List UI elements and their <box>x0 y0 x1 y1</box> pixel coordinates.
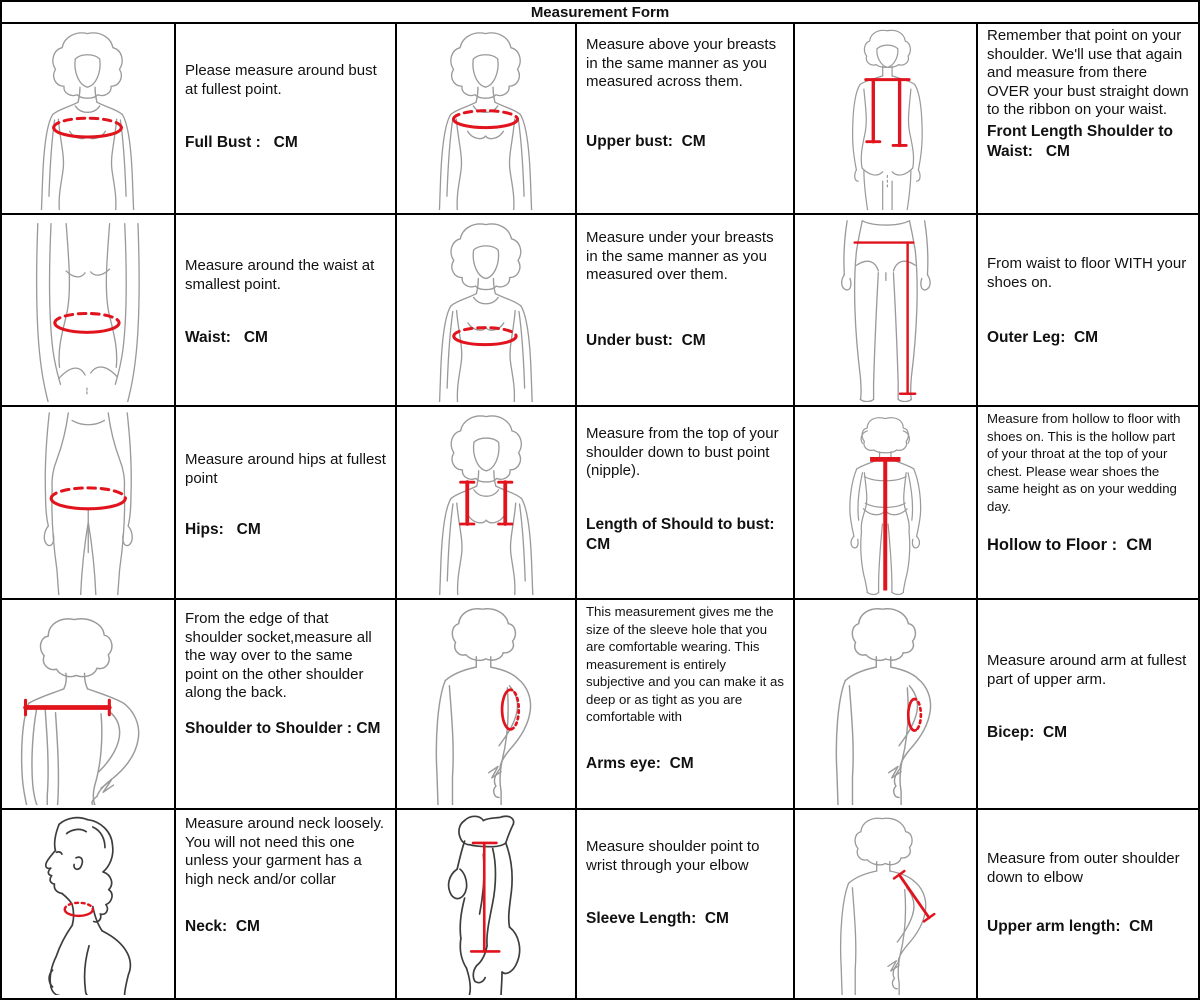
measure-label: Waist: CM <box>185 329 268 347</box>
measure-label: Shoulder to Shoulder : CM <box>185 719 381 737</box>
figure-neck-icon <box>18 813 158 995</box>
image-cell <box>397 407 577 600</box>
measure-description: Measure around the waist at smallest point. <box>185 257 375 293</box>
figure-front-length-icon <box>815 27 956 210</box>
figure-upper-arm-length-icon <box>815 813 955 995</box>
image-cell <box>397 810 577 998</box>
measure-description: Measure from the top of your shoulder down to bust point (nipple). <box>586 425 779 480</box>
measure-label: Full Bust : CM <box>185 134 298 152</box>
figure-upper-bust-icon <box>415 27 556 210</box>
text-cell <box>577 24 795 215</box>
image-cell <box>795 407 978 600</box>
text-cell <box>978 407 1198 600</box>
measure-description: Measure shoulder point to wrist through your elbow <box>586 838 760 874</box>
figure-shoulder-to-shoulder-icon <box>10 603 165 805</box>
text-cell <box>176 215 397 407</box>
image-cell <box>2 24 176 215</box>
figure-full-bust-icon <box>17 27 158 210</box>
text-cell <box>577 407 795 600</box>
image-cell <box>397 215 577 407</box>
image-cell <box>795 215 978 407</box>
measure-label: Under bust: CM <box>586 331 706 349</box>
measure-description: Measure under your breasts in the same manner as you measured over them. <box>586 229 774 284</box>
image-cell <box>397 24 577 215</box>
text-cell <box>176 600 397 810</box>
measure-description: Measure from hollow to floor with shoes on. This is the hollow part of your throat at the top of your chest. Please wear shoes the same height as on your wedding day. <box>987 411 1181 514</box>
figure-under-bust-icon <box>415 218 557 402</box>
text-cell <box>577 810 795 998</box>
measure-label: Sleeve Length: CM <box>586 910 729 928</box>
measure-description: Measure above your breasts in the same manner as you measured across them. <box>586 36 777 91</box>
figure-outer-leg-icon <box>815 218 957 402</box>
text-cell <box>577 215 795 407</box>
image-cell <box>2 810 176 998</box>
measure-label: Outer Leg: CM <box>987 329 1099 347</box>
text-cell <box>978 810 1198 998</box>
text-cell <box>978 24 1198 215</box>
measure-label: Bicep: CM <box>987 724 1068 742</box>
text-cell <box>978 215 1198 407</box>
image-cell <box>795 810 978 998</box>
image-cell <box>795 600 978 810</box>
measure-label: Hips: CM <box>185 521 261 539</box>
figure-waist-icon <box>17 218 159 402</box>
image-cell <box>2 407 176 600</box>
measure-label: Arms eye: CM <box>586 754 694 772</box>
measure-description: This measurement gives me the size of the sleeve hole that you are comfortable wearing. This measurement is entirely subjective and you can make it as deep or as tight as you are comfortable with <box>586 604 784 725</box>
page-title: Measurement Form <box>2 2 1198 24</box>
image-cell <box>397 600 577 810</box>
measure-label: Upper arm length: CM <box>987 918 1154 936</box>
figure-shoulder-to-bust-icon <box>415 410 558 595</box>
image-cell <box>2 215 176 407</box>
image-cell <box>2 600 176 810</box>
measure-description: Remember that point on your shoulder. We'll use that again and measure from there OVER your bust straight down to the ribbon on your waist. <box>987 27 1189 119</box>
image-cell <box>795 24 978 215</box>
text-cell <box>176 24 397 215</box>
measure-description: From the edge of that shoulder socket,measure all the way over to the same point on the other shoulder along the back. <box>185 610 372 702</box>
measure-description: Measure around arm at fullest part of upper arm. <box>987 652 1187 688</box>
measure-description: Measure around hips at fullest point <box>185 451 386 487</box>
figure-sleeve-length-icon <box>416 813 556 995</box>
figure-hips-icon <box>17 410 160 595</box>
text-cell <box>176 407 397 600</box>
text-cell <box>176 810 397 998</box>
figure-bicep-icon <box>808 603 963 805</box>
figure-hollow-to-floor-icon <box>814 410 957 595</box>
measure-label: Hollow to Floor : CM <box>987 536 1152 555</box>
measure-label: Length of Should to bust: CM <box>586 515 784 553</box>
figure-arms-eye-icon <box>408 603 563 805</box>
measure-description: Please measure around bust at fullest point. <box>185 62 377 98</box>
measure-label: Upper bust: CM <box>586 132 706 150</box>
text-cell <box>577 600 795 810</box>
measure-description: From waist to floor WITH your shoes on. <box>987 255 1187 291</box>
text-cell <box>978 600 1198 810</box>
measure-label: Front Length Shoulder to Waist: CM <box>987 122 1178 161</box>
measure-description: Measure from outer shoulder down to elbow <box>987 850 1180 886</box>
measure-label: Neck: CM <box>185 918 260 936</box>
measure-description: Measure around neck loosely. You will not need this one unless your garment has a high neck and/or collar <box>185 815 384 888</box>
